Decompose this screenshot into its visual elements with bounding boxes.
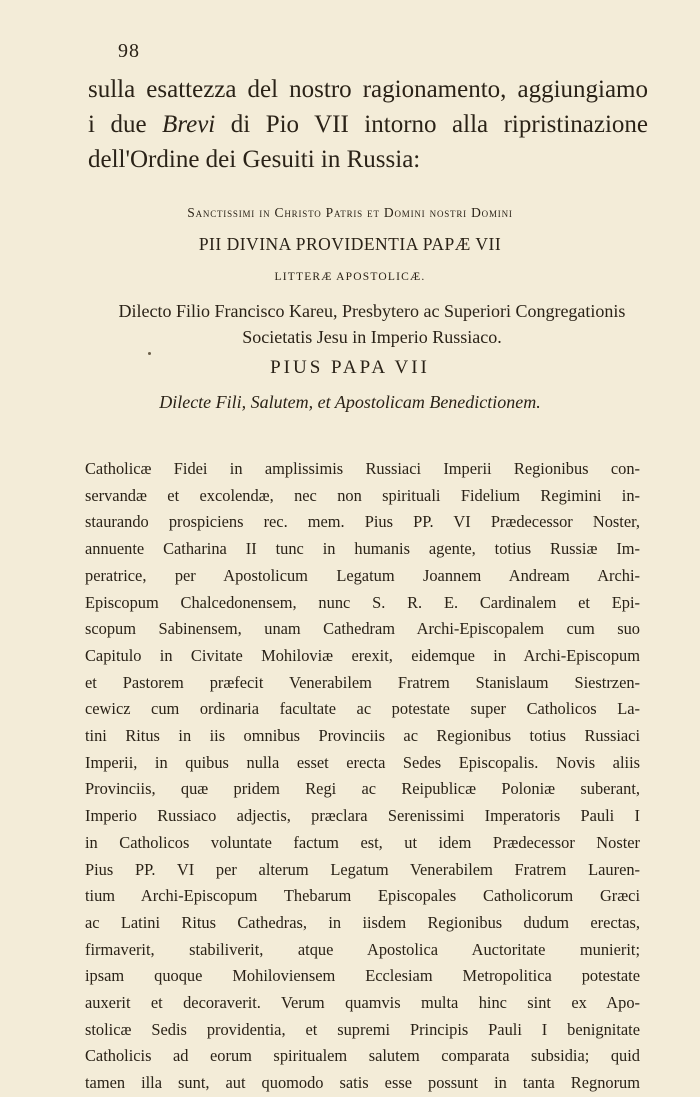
- body-line: peratrice, per Apostolicum Legatum Joannem Andream Archi-: [85, 565, 640, 585]
- heading-pope-title: PII DIVINA PROVIDENTIA PAPÆ VII: [198, 234, 502, 254]
- salutation: Dilecte Fili, Salutem, et Apostolicam Benedictionem.: [159, 392, 541, 412]
- body-line: Episcopum Chalcedonensem, nunc S. R. E. Cardinalem et Epi-: [85, 592, 640, 612]
- body-line: Catholicis ad eorum spiritualem salutem comparata subsidia; quid: [85, 1046, 640, 1066]
- body-line: stolicæ Sedis providentia, et supremi Principis Pauli I benignitate: [85, 1019, 640, 1039]
- address-block: [104, 298, 640, 350]
- body-line: firmaverit, stabiliverit, atque Apostolica Auctoritate munierit;: [85, 939, 640, 959]
- body-paragraph: [85, 456, 640, 1097]
- intro-line: dell'Ordine dei Gesuiti in Russia:: [88, 146, 421, 173]
- page-number: 98: [118, 40, 140, 62]
- body-line: in Catholicos voluntate factum est, ut idem Prædecessor Noster: [85, 832, 640, 852]
- heading-litterae: LITTERÆ APOSTOLICÆ.: [274, 271, 426, 283]
- body-line: tium Archi-Episcopum Thebarum Episcopales Catholicorum Græci: [85, 886, 640, 906]
- heading-sanctissimi: Sanctissimi in Christo Patris et Domini nostri Domini: [187, 205, 513, 220]
- body-line: Pius PP. VI per alterum Legatum Venerabilem Fratrem Lauren-: [85, 859, 640, 879]
- body-line: Imperii, in quibus nulla esset erecta Sedes Episcopalis. Novis aliis: [85, 752, 640, 772]
- body-line: auxerit et decoraverit. Verum quamvis multa hinc sint ex Apo-: [85, 993, 640, 1013]
- body-line: ipsam quoque Mohiloviensem Ecclesiam Metropolitica potestate: [85, 966, 640, 986]
- body-line: scopum Sabinensem, unam Cathedram Archi-Episcopalem cum suo: [85, 619, 640, 639]
- body-line: cewicz cum ordinaria facultate ac potestate super Catholicos La-: [85, 699, 640, 719]
- body-line: Catholicæ Fidei in amplissimis Russiaci Imperii Regionibus con-: [85, 459, 640, 478]
- body-line: servandæ et excolendæ, nec non spirituali Fidelium Regimini in-: [85, 485, 640, 505]
- body-line: tini Ritus in iis omnibus Provinciis ac Regionibus totius Russiaci: [85, 726, 640, 746]
- body-line: tamen illa sunt, aut quomodo satis esse possunt in tanta Regnorum: [85, 1073, 640, 1093]
- ink-speck: [148, 352, 151, 355]
- address-line: Societatis Jesu in Imperio Russiaco.: [242, 327, 502, 347]
- body-line: et Pastorem præfecit Venerabilem Fratrem Stanislaum Siestrzen-: [85, 672, 640, 692]
- body-line: Capitulo in Civitate Mohiloviæ erexit, eidemque in Archi-Episcopum: [85, 645, 640, 665]
- address-line: Dilecto Filio Francisco Kareu, Presbytero ac Superiori Congregationis: [118, 301, 626, 321]
- heading-pius: PIUS PAPA VII: [270, 357, 430, 378]
- italic-word: Brevi: [162, 111, 216, 138]
- intro-paragraph: [88, 72, 648, 177]
- body-line: staurando prospiciens rec. mem. Pius PP. VI Prædecessor Noster,: [85, 512, 640, 532]
- intro-line: i due Brevi di Pio VII intorno alla ripristinazione: [88, 111, 648, 138]
- body-line: annuente Catharina II tunc in humanis agente, totius Russiæ Im-: [85, 539, 640, 559]
- body-line: Provinciis, quæ pridem Regi ac Reipublicæ Poloniæ suberant,: [85, 779, 640, 799]
- intro-line: sulla esattezza del nostro ragionamento, aggiungiamo: [88, 76, 648, 103]
- body-line: Imperio Russiaco adjectis, præclara Serenissimi Imperatoris Pauli I: [85, 806, 640, 826]
- body-line: ac Latini Ritus Cathedras, in iisdem Regionibus dudum erectas,: [85, 912, 640, 932]
